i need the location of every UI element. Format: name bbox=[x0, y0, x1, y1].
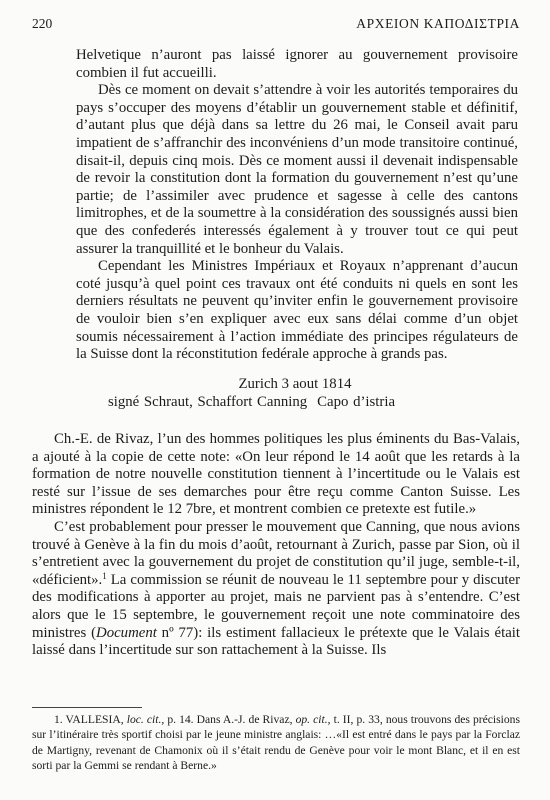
signature-line bbox=[108, 394, 395, 412]
body-text-run: La commission se réunit de nouveau le 11 septembre pour y discuter des modifications à apporter au projet, mais ne parvient pas à s’entendre. C’est alors que le 15 septembre, le gouvernement reçoit une note comminatoire des ministres ( bbox=[32, 571, 520, 641]
body-text-run: nº 77): ils estiment fallacieux le prétexte que le Valais était laissé dans l’incertitude sur son rattachement à la Suisse. Ils bbox=[32, 624, 520, 659]
footnote-text: 1. VALLESIA, bbox=[54, 713, 127, 726]
footnote-abbrev: op. cit. bbox=[295, 713, 328, 726]
footnote bbox=[32, 712, 520, 774]
footnote-divider bbox=[32, 707, 142, 708]
signature-capodistria: Capo d’istria bbox=[317, 394, 396, 410]
quote-paragraph: Dès ce moment on devait s’attendre à voir les autorités temporaires du pays s’occuper des moyens d’établir un gouvernement stable et définitif, d’autant plus que déjà dans sa lettre du 26 mai, le Conseil avait paru impatient de s’affranchir des inconvéniens d’un mode transitoire continué, disait-il, depuis cinq mois. Dès ce moment aussi il devenait indispensable de revoir la constitution dont la formation du gouvernement n’est qu’une partie; de l’assimiler avec prudence et sagesse à celle des cantons limitrophes, et de la soumettre à la considération des soussignés aussi bien que des confederés interessés également à y trouver tout ce qui peut assurer la tranquillité et le bonheur du Valais. bbox=[76, 82, 518, 257]
body-paragraph bbox=[32, 519, 520, 660]
body-paragraph: Ch.-E. de Rivaz, l’un des hommes politiques les plus éminents du Bas-Valais, a ajouté à la copie de cette note: «On leur répond le 14 août que les retards à la formation de notre nouvelle constitution tiennent à l’incertitude ou le Valais est resté sur l’issue de ses demarches pour être reçu comme Canton Suisse. Les ministres répondent le 12 7bre, et montrent combien ce pretexte est futile.» bbox=[32, 431, 520, 518]
footnote-text: , p. 14. Dans A.-J. de Rivaz, bbox=[161, 713, 296, 726]
footnote-text: , t. II, p. 33, nous trouvons des précisions sur l’itinéraire très sportif choisi par le jeune ministre anglais: …«Il est entré dans le pays par la Forclaz de Martigny, revenant de Chamonix où il s’était rendu de Genève pour voir le mont Blanc, et il en est sorti par la Gemmi se rendant à Berne.» bbox=[32, 713, 520, 773]
signature-date: Zurich 3 aout 1814 bbox=[238, 376, 352, 392]
page-number: 220 bbox=[32, 16, 53, 31]
running-title: ΑΡΧΕΙΟΝ ΚΑΠΟΔΙΣΤΡΙΑ bbox=[356, 16, 520, 31]
footnote-ref: 1 bbox=[102, 570, 107, 581]
footnote-abbrev: loc. cit. bbox=[126, 713, 162, 726]
quote-paragraph: Helvetique n’auront pas laissé ignorer au gouvernement provisoire combien il fut accueilli. bbox=[76, 47, 518, 81]
body-text-run: C’est probablement pour presser le mouvement que Canning, que nous avions trouvé à Genève à la fin du mois d’août, retournant à Zurich, passe par Sion, où il s’entretient avec la gouvernement du projet de constitution qu’il juge, semble-t-il, «déficient». bbox=[32, 518, 520, 588]
page-header bbox=[32, 16, 520, 34]
signature-names: signé Schraut, Schaffort Canning bbox=[108, 394, 308, 410]
footnotes bbox=[32, 712, 520, 774]
document-ref: Document bbox=[96, 624, 157, 641]
quoted-document bbox=[76, 47, 518, 364]
quote-paragraph: Cependant les Ministres Impériaux et Royaux n’apprenant d’aucun coté jusqu’à quel point ces travaux ont été conduits ni quels en sont les derniers résultats ne peuvent qu’inviter enfin le gouvernement provisoire de vouloir bien s’en expliquer avec eux sans délai comme d’un objet soumis nécessairement à l’action immédiate des principes régulateurs de la Suisse dont la réconstitution fedérale approche à grands pas. bbox=[76, 258, 518, 363]
body-text bbox=[32, 431, 520, 660]
